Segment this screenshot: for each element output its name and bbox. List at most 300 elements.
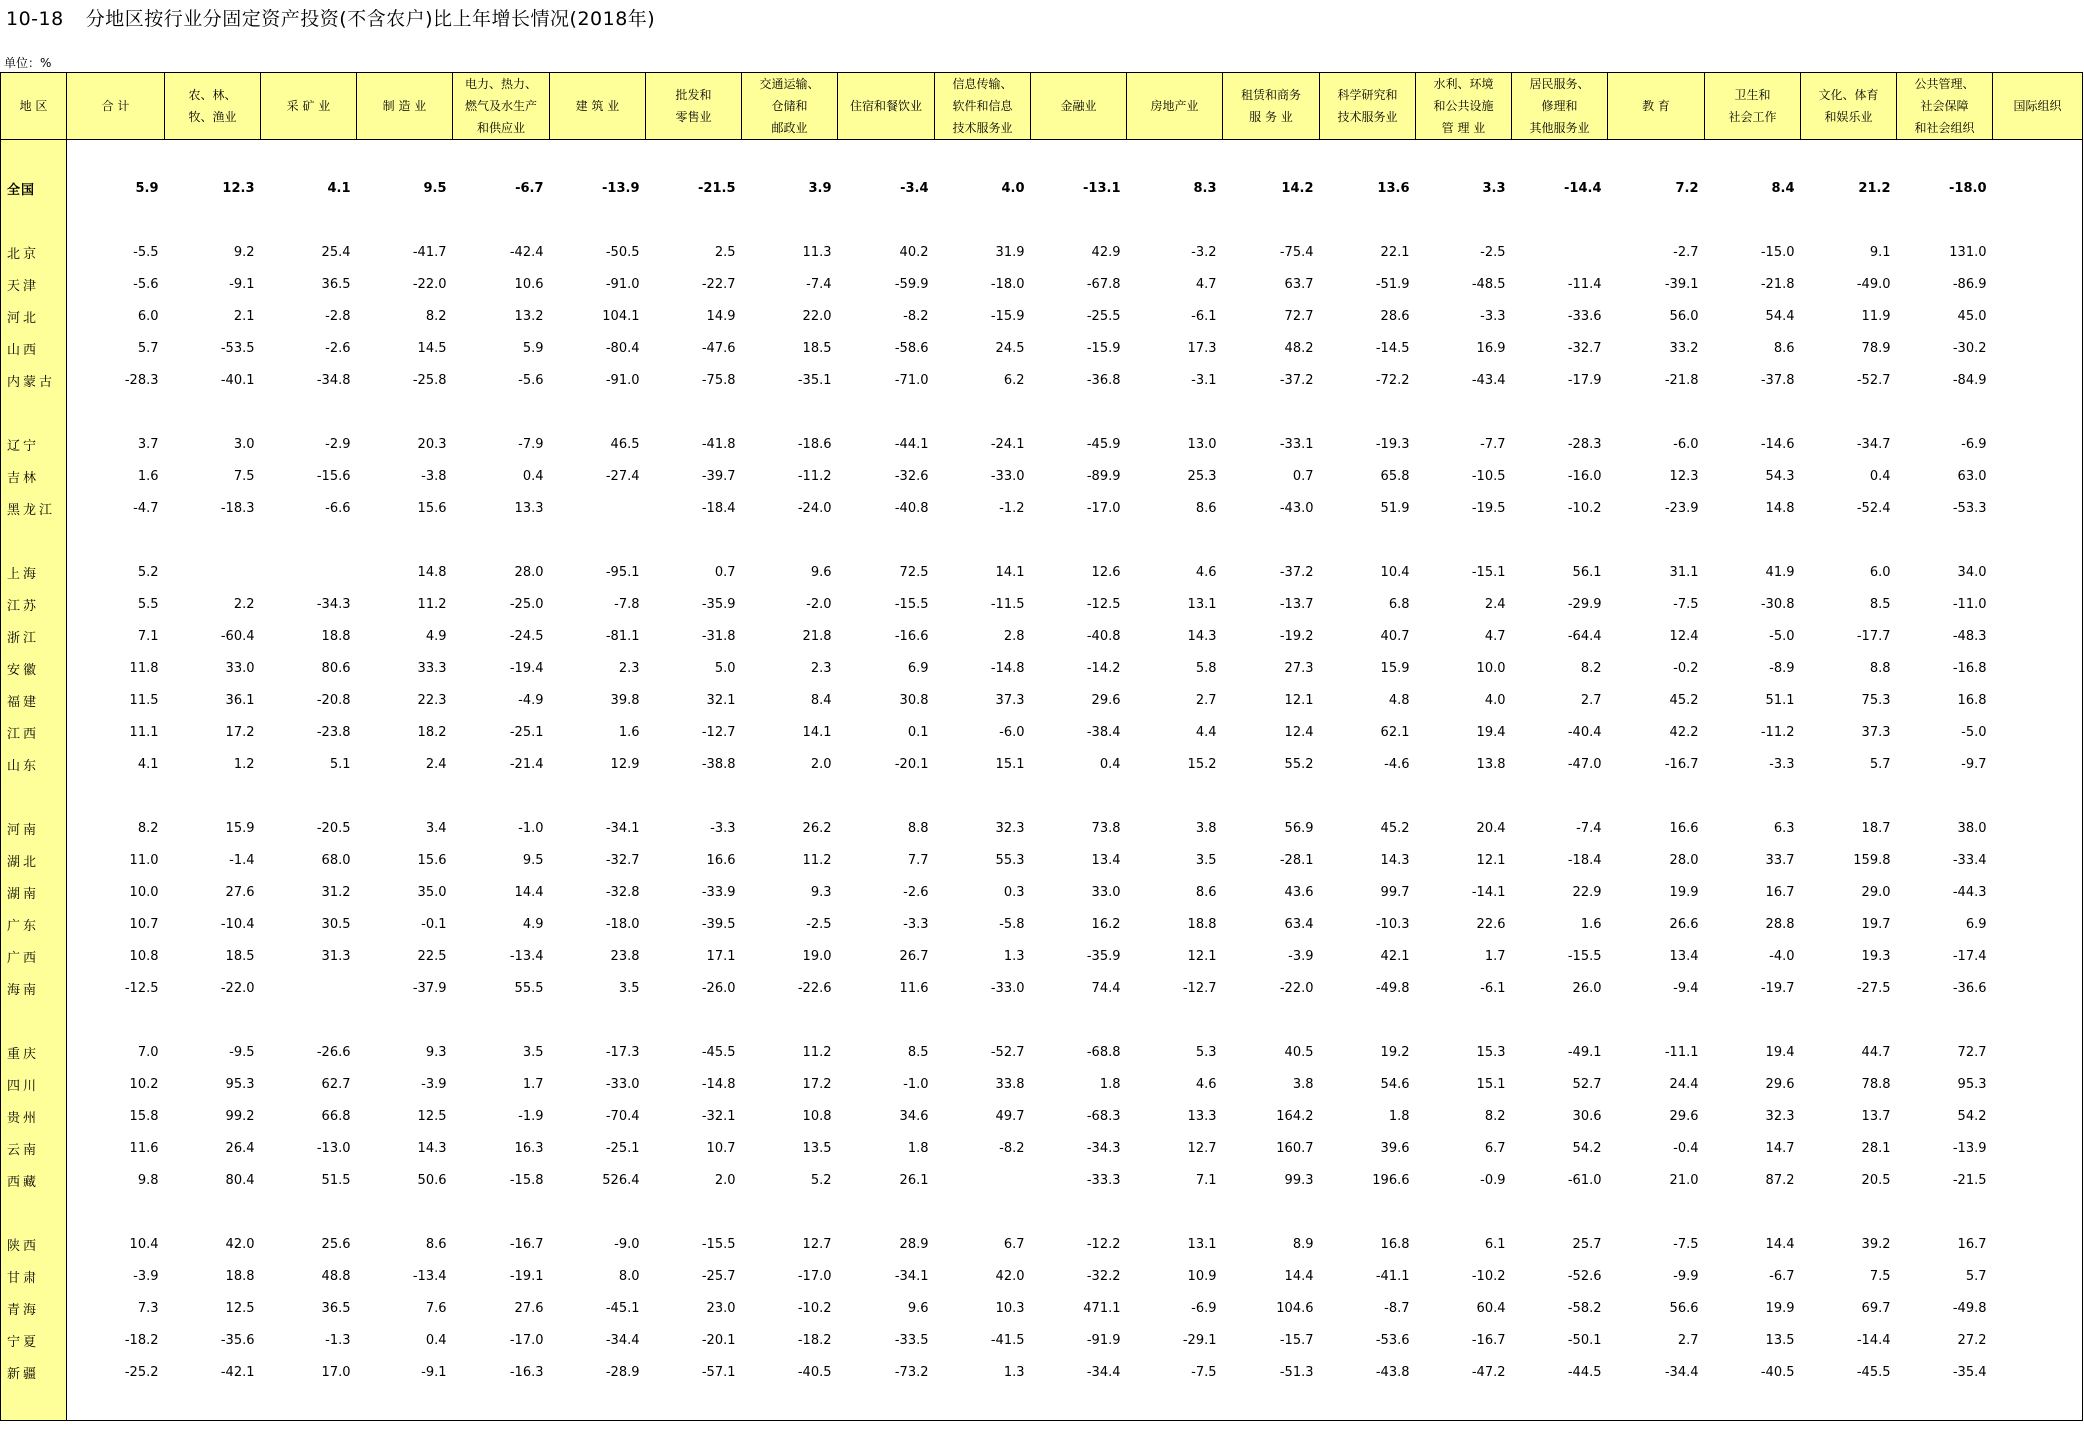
value-cell: -7.9 <box>518 436 544 452</box>
value-cell: 6.7 <box>1003 1236 1025 1252</box>
value-cell: -52.4 <box>1856 500 1891 516</box>
value-cell: -9.1 <box>229 276 255 292</box>
value-cell: 34.0 <box>1957 564 1987 580</box>
spacer-cell <box>742 524 838 556</box>
value-cell <box>1993 364 2083 396</box>
value-cell: -7.7 <box>1480 436 1506 452</box>
value-cell: -38.8 <box>701 756 736 772</box>
value-cell: -0.1 <box>421 916 447 932</box>
value-cell: -64.4 <box>1567 628 1602 644</box>
value-cell: 7.1 <box>1195 1172 1217 1188</box>
value-cell: 10.0 <box>129 884 159 900</box>
spacer-cell <box>1608 1196 1705 1228</box>
value-cell: -39.1 <box>1664 276 1699 292</box>
value-cell: 14.7 <box>1765 1140 1795 1156</box>
value-cell: -4.7 <box>133 500 159 516</box>
spacer-cell <box>165 140 261 173</box>
value-cell: 99.2 <box>225 1108 255 1124</box>
spacer-cell <box>838 524 935 556</box>
value-cell: -3.1 <box>1191 372 1217 388</box>
value-cell: 104.6 <box>1276 1300 1314 1316</box>
value-cell: 22.6 <box>1476 916 1506 932</box>
spacer-cell <box>1127 1388 1223 1421</box>
column-header-label: 公共管理、 社会保障 和社会组织 <box>1914 77 1975 135</box>
spacer-cell <box>550 524 646 556</box>
spacer-cell <box>1993 524 2083 556</box>
value-cell: 11.2 <box>417 596 447 612</box>
value-cell: 12.6 <box>1091 564 1121 580</box>
value-cell: -19.7 <box>1760 980 1795 996</box>
spacer-cell <box>1 396 67 428</box>
value-cell: -52.6 <box>1567 1268 1602 1284</box>
region-name: 江西 <box>1 716 67 748</box>
region-name: 上海 <box>1 556 67 588</box>
spacer-cell <box>1 1196 67 1228</box>
value-cell <box>165 556 261 588</box>
value-cell: -40.5 <box>797 1364 832 1380</box>
spacer-cell <box>935 1388 1031 1421</box>
value-cell: 1.8 <box>1388 1108 1410 1124</box>
value-cell: -13.7 <box>1279 596 1314 612</box>
table-row <box>1 1164 2083 1196</box>
value-cell: 6.9 <box>1965 916 1987 932</box>
value-cell: -89.9 <box>1086 468 1121 484</box>
spacer-cell <box>261 140 357 173</box>
table-row <box>1 844 2083 876</box>
value-cell: 72.7 <box>1284 308 1314 324</box>
value-cell: -15.9 <box>990 308 1025 324</box>
value-cell: 9.2 <box>233 244 255 260</box>
table-row <box>1 1324 2083 1356</box>
value-cell: -17.0 <box>797 1268 832 1284</box>
value-cell: 41.9 <box>1765 564 1795 580</box>
value-cell: -18.0 <box>1949 180 1987 196</box>
spacer-cell <box>1320 1004 1416 1036</box>
value-cell: -15.8 <box>509 1172 544 1188</box>
spacer-cell <box>1031 780 1127 812</box>
spacer-cell <box>646 524 742 556</box>
value-cell: -28.1 <box>1279 852 1314 868</box>
value-cell: -15.5 <box>701 1236 736 1252</box>
value-cell: -34.4 <box>1664 1364 1699 1380</box>
spacer-cell <box>838 140 935 173</box>
value-cell <box>1993 1292 2083 1324</box>
value-cell: 13.3 <box>1187 1108 1217 1124</box>
value-cell: -58.2 <box>1567 1300 1602 1316</box>
value-cell: -39.7 <box>701 468 736 484</box>
table-row <box>1 972 2083 1004</box>
value-cell <box>1993 236 2083 268</box>
table-row <box>1 620 2083 652</box>
value-cell: 13.2 <box>514 308 544 324</box>
value-cell: 17.3 <box>1187 340 1217 356</box>
value-cell: -11.5 <box>990 596 1025 612</box>
value-cell <box>1993 1164 2083 1196</box>
value-cell: -36.8 <box>1086 372 1121 388</box>
value-cell: -20.1 <box>894 756 929 772</box>
spacer-cell <box>1416 1196 1512 1228</box>
value-cell: 45.0 <box>1957 308 1987 324</box>
value-cell: 7.6 <box>425 1300 447 1316</box>
value-cell: 15.2 <box>1187 756 1217 772</box>
value-cell: 11.8 <box>129 660 159 676</box>
column-header-label: 建 筑 业 <box>575 99 620 113</box>
value-cell: -44.5 <box>1567 1364 1602 1380</box>
spacer-cell <box>1416 204 1512 236</box>
spacer-cell <box>1127 1004 1223 1036</box>
value-cell: 74.4 <box>1091 980 1121 996</box>
spacer-cell <box>550 1004 646 1036</box>
value-cell: -36.6 <box>1952 980 1987 996</box>
value-cell: -22.0 <box>1279 980 1314 996</box>
value-cell: 32.1 <box>706 692 736 708</box>
value-cell: 63.0 <box>1957 468 1987 484</box>
spacer-cell <box>838 1388 935 1421</box>
value-cell <box>261 556 357 588</box>
spacer-cell <box>1223 780 1320 812</box>
value-cell: 10.3 <box>995 1300 1025 1316</box>
value-cell: 4.0 <box>1001 180 1025 196</box>
column-header-label: 制 造 业 <box>382 99 427 113</box>
spacer-cell <box>1512 780 1608 812</box>
column-header-label: 房地产业 <box>1150 99 1199 113</box>
value-cell: 87.2 <box>1765 1172 1795 1188</box>
header-row <box>1 73 2083 140</box>
value-cell: 21.0 <box>1669 1172 1699 1188</box>
value-cell: -7.5 <box>1673 596 1699 612</box>
data-table <box>0 72 2083 1421</box>
value-cell: -84.9 <box>1952 372 1987 388</box>
value-cell: 36.1 <box>225 692 255 708</box>
spacer-cell <box>1705 1004 1801 1036</box>
value-cell: -3.3 <box>1769 756 1795 772</box>
value-cell: -9.1 <box>421 1364 447 1380</box>
value-cell: 69.7 <box>1861 1300 1891 1316</box>
value-cell: -13.9 <box>602 180 640 196</box>
value-cell: 4.1 <box>327 180 351 196</box>
value-cell: -9.9 <box>1673 1268 1699 1284</box>
value-cell: 51.9 <box>1380 500 1410 516</box>
value-cell: 55.2 <box>1284 756 1314 772</box>
value-cell: 56.1 <box>1572 564 1602 580</box>
value-cell: 15.3 <box>1476 1044 1506 1060</box>
spacer-cell <box>165 1004 261 1036</box>
value-cell: -71.0 <box>894 372 929 388</box>
value-cell: -8.2 <box>999 1140 1025 1156</box>
value-cell: 4.1 <box>137 756 159 772</box>
spacer-cell <box>1897 1388 1993 1421</box>
value-cell: 8.6 <box>1195 884 1217 900</box>
value-cell: 8.8 <box>907 820 929 836</box>
spacer-cell <box>1320 204 1416 236</box>
table-title: 分地区按行业分固定资产投资(不含农户)比上年增长情况(2018年) <box>85 8 656 30</box>
value-cell: -50.5 <box>605 244 640 260</box>
value-cell: -43.8 <box>1375 1364 1410 1380</box>
value-cell: 11.6 <box>899 980 929 996</box>
value-cell: 12.1 <box>1187 948 1217 964</box>
spacer-cell <box>646 780 742 812</box>
value-cell: 0.3 <box>1003 884 1025 900</box>
column-header-label: 科学研究和 技术服务业 <box>1337 88 1398 124</box>
value-cell: 49.7 <box>995 1108 1025 1124</box>
value-cell: -10.5 <box>1471 468 1506 484</box>
value-cell: -16.7 <box>1664 756 1699 772</box>
value-cell: 1.2 <box>233 756 255 772</box>
value-cell: 18.8 <box>225 1268 255 1284</box>
value-cell: 80.4 <box>225 1172 255 1188</box>
value-cell: 18.7 <box>1861 820 1891 836</box>
value-cell: 15.8 <box>129 1108 159 1124</box>
column-header <box>838 73 935 140</box>
value-cell: 10.0 <box>1476 660 1506 676</box>
value-cell: -34.8 <box>316 372 351 388</box>
value-cell: -22.0 <box>412 276 447 292</box>
spacer-cell <box>453 396 550 428</box>
value-cell: 13.8 <box>1476 756 1506 772</box>
value-cell: -44.3 <box>1952 884 1987 900</box>
spacer-cell <box>1897 140 1993 173</box>
spacer-cell <box>935 204 1031 236</box>
value-cell: -1.4 <box>229 852 255 868</box>
value-cell <box>1993 1260 2083 1292</box>
value-cell: 15.6 <box>417 500 447 516</box>
spacer-cell <box>1705 1196 1801 1228</box>
spacer-cell <box>1031 1388 1127 1421</box>
spacer-row <box>1 396 2083 428</box>
value-cell <box>1993 620 2083 652</box>
value-cell: -53.6 <box>1375 1332 1410 1348</box>
region-name: 河南 <box>1 812 67 844</box>
value-cell: 20.3 <box>417 436 447 452</box>
column-header <box>935 73 1031 140</box>
spacer-cell <box>1127 524 1223 556</box>
value-cell: -7.4 <box>1576 820 1602 836</box>
value-cell: 13.7 <box>1861 1108 1891 1124</box>
region-name: 江苏 <box>1 588 67 620</box>
value-cell: -3.3 <box>1480 308 1506 324</box>
value-cell: 13.1 <box>1187 1236 1217 1252</box>
value-cell: 25.4 <box>321 244 351 260</box>
value-cell: -18.2 <box>124 1332 159 1348</box>
value-cell: 28.6 <box>1380 308 1410 324</box>
value-cell <box>1993 652 2083 684</box>
value-cell: -11.0 <box>1952 596 1987 612</box>
value-cell: 22.9 <box>1572 884 1602 900</box>
spacer-cell <box>646 396 742 428</box>
value-cell: 11.9 <box>1861 308 1891 324</box>
table-row <box>1 812 2083 844</box>
value-cell: -14.2 <box>1086 660 1121 676</box>
spacer-cell <box>646 1388 742 1421</box>
table-row <box>1 268 2083 300</box>
value-cell: -13.4 <box>412 1268 447 1284</box>
spacer-cell <box>453 204 550 236</box>
column-header-label: 教 育 <box>1642 99 1670 113</box>
value-cell <box>1993 1356 2083 1388</box>
value-cell: 1.6 <box>618 724 640 740</box>
value-cell: 23.0 <box>706 1300 736 1316</box>
value-cell: 16.2 <box>1091 916 1121 932</box>
spacer-cell <box>1705 1388 1801 1421</box>
spacer-cell <box>550 204 646 236</box>
region-name: 广东 <box>1 908 67 940</box>
value-cell: 10.4 <box>129 1236 159 1252</box>
value-cell: 6.9 <box>907 660 929 676</box>
column-header-label: 卫生和 社会工作 <box>1728 88 1777 124</box>
value-cell: -27.5 <box>1856 980 1891 996</box>
value-cell: 9.6 <box>907 1300 929 1316</box>
column-header-label: 采 矿 业 <box>286 99 331 113</box>
spacer-cell <box>453 524 550 556</box>
spacer-cell <box>165 396 261 428</box>
region-name: 河北 <box>1 300 67 332</box>
value-cell: 6.0 <box>137 308 159 324</box>
value-cell: 62.1 <box>1380 724 1410 740</box>
value-cell: -14.1 <box>1471 884 1506 900</box>
spacer-cell <box>1705 204 1801 236</box>
value-cell: 23.8 <box>610 948 640 964</box>
value-cell: -53.3 <box>1952 500 1987 516</box>
value-cell: -52.7 <box>1856 372 1891 388</box>
region-name: 西藏 <box>1 1164 67 1196</box>
value-cell: 78.8 <box>1861 1076 1891 1092</box>
region-name: 黑龙江 <box>1 492 67 524</box>
value-cell: -3.9 <box>1288 948 1314 964</box>
value-cell: 18.8 <box>321 628 351 644</box>
value-cell: 16.6 <box>706 852 736 868</box>
spacer-cell <box>742 140 838 173</box>
spacer-cell <box>1897 396 1993 428</box>
spacer-cell <box>935 780 1031 812</box>
value-cell: 14.4 <box>1765 1236 1795 1252</box>
spacer-cell <box>1993 396 2083 428</box>
value-cell: 39.8 <box>610 692 640 708</box>
value-cell: -58.6 <box>894 340 929 356</box>
value-cell: 11.1 <box>129 724 159 740</box>
value-cell: 26.4 <box>225 1140 255 1156</box>
value-cell <box>1993 812 2083 844</box>
value-cell <box>1993 716 2083 748</box>
spacer-cell <box>550 396 646 428</box>
value-cell: 5.2 <box>137 564 159 580</box>
value-cell: 63.7 <box>1284 276 1314 292</box>
value-cell: 14.1 <box>995 564 1025 580</box>
spacer-cell <box>838 780 935 812</box>
value-cell: -34.4 <box>1086 1364 1121 1380</box>
spacer-cell <box>357 204 453 236</box>
value-cell: 37.3 <box>1861 724 1891 740</box>
value-cell: -17.7 <box>1856 628 1891 644</box>
spacer-cell <box>1801 780 1897 812</box>
value-cell: 31.2 <box>321 884 351 900</box>
value-cell: -13.9 <box>1952 1140 1987 1156</box>
value-cell: -17.0 <box>1086 500 1121 516</box>
value-cell: 17.2 <box>802 1076 832 1092</box>
value-cell: 8.4 <box>1771 180 1795 196</box>
value-cell: -30.8 <box>1760 596 1795 612</box>
value-cell: -6.1 <box>1480 980 1506 996</box>
value-cell: -33.1 <box>1279 436 1314 452</box>
value-cell: -10.4 <box>220 916 255 932</box>
value-cell: -13.1 <box>1083 180 1121 196</box>
value-cell: 4.7 <box>1195 276 1217 292</box>
value-cell: 14.3 <box>417 1140 447 1156</box>
spacer-cell <box>1993 1388 2083 1421</box>
spacer-cell <box>1223 524 1320 556</box>
value-cell: 0.7 <box>1292 468 1314 484</box>
region-name: 山东 <box>1 748 67 780</box>
value-cell: -16.0 <box>1567 468 1602 484</box>
value-cell: -45.9 <box>1086 436 1121 452</box>
value-cell: 2.7 <box>1195 692 1217 708</box>
value-cell: 2.5 <box>714 244 736 260</box>
spacer-cell <box>1512 140 1608 173</box>
value-cell: 11.2 <box>802 1044 832 1060</box>
value-cell: 7.2 <box>1675 180 1699 196</box>
value-cell: 10.8 <box>129 948 159 964</box>
value-cell: -20.5 <box>316 820 351 836</box>
value-cell: 36.5 <box>321 1300 351 1316</box>
value-cell: 14.9 <box>706 308 736 324</box>
value-cell: 30.8 <box>899 692 929 708</box>
value-cell: 12.4 <box>1284 724 1314 740</box>
value-cell: -28.9 <box>605 1364 640 1380</box>
value-cell: 7.5 <box>233 468 255 484</box>
spacer-cell <box>935 1196 1031 1228</box>
table-row <box>1 1228 2083 1260</box>
value-cell: -30.2 <box>1952 340 1987 356</box>
spacer-cell <box>1608 524 1705 556</box>
spacer-cell <box>453 1196 550 1228</box>
value-cell: 30.6 <box>1572 1108 1602 1124</box>
spacer-cell <box>1993 780 2083 812</box>
value-cell: 6.8 <box>1388 596 1410 612</box>
value-cell: -91.0 <box>605 372 640 388</box>
value-cell: 16.7 <box>1765 884 1795 900</box>
value-cell: 8.2 <box>1580 660 1602 676</box>
value-cell: -2.5 <box>806 916 832 932</box>
column-header <box>261 73 357 140</box>
value-cell: -4.6 <box>1384 756 1410 772</box>
value-cell: -33.9 <box>701 884 736 900</box>
value-cell: 32.3 <box>1765 1108 1795 1124</box>
value-cell: 2.3 <box>810 660 832 676</box>
value-cell: 4.7 <box>1484 628 1506 644</box>
column-header-label: 文化、体育 和娱乐业 <box>1818 88 1879 124</box>
value-cell: -17.3 <box>605 1044 640 1060</box>
spacer-cell <box>1608 780 1705 812</box>
value-cell: 5.5 <box>137 596 159 612</box>
value-cell: -27.4 <box>605 468 640 484</box>
value-cell: -29.9 <box>1567 596 1602 612</box>
spacer-cell <box>261 204 357 236</box>
value-cell: 26.6 <box>1669 916 1699 932</box>
value-cell: -14.4 <box>1856 1332 1891 1348</box>
spacer-cell <box>261 1196 357 1228</box>
column-header <box>165 73 261 140</box>
spacer-cell <box>67 780 165 812</box>
column-header <box>1705 73 1801 140</box>
value-cell: -32.6 <box>894 468 929 484</box>
value-cell: 33.0 <box>1091 884 1121 900</box>
spacer-cell <box>742 396 838 428</box>
spacer-cell <box>1 1388 67 1421</box>
value-cell: 54.2 <box>1957 1108 1987 1124</box>
spacer-cell <box>261 780 357 812</box>
spacer-cell <box>165 524 261 556</box>
value-cell: 26.0 <box>1572 980 1602 996</box>
value-cell: 131.0 <box>1949 244 1987 260</box>
